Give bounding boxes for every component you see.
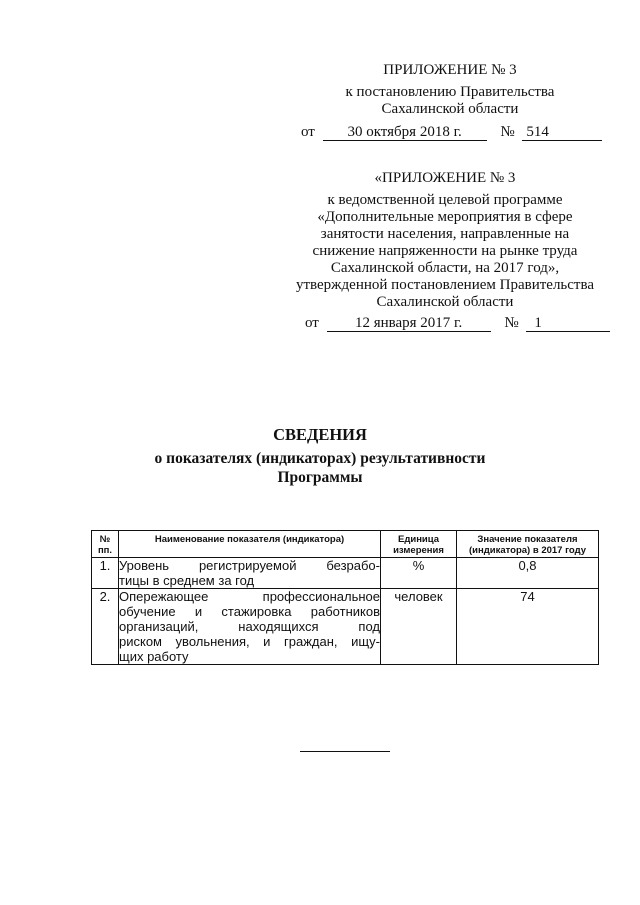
header-unit-line-1: Единица: [397, 534, 440, 545]
row-number: 1.: [92, 558, 119, 589]
indicator-unit: человек: [381, 589, 457, 665]
indicators-table: [91, 530, 599, 665]
indicator-name-line: Опережающее профессиональное: [119, 589, 380, 604]
indicator-name: [119, 558, 381, 589]
header-value-line-2: (индикатора) в 2017 году: [468, 545, 587, 556]
resolution-line-1: к постановлению Правительства: [345, 84, 555, 100]
table-header-row: [92, 531, 599, 558]
resolution-date-row: [301, 124, 602, 141]
title-line-2: о показателях (индикаторах) результативности: [154, 450, 486, 467]
program-line-1: к ведомственной целевой программе: [327, 192, 563, 208]
resolution-number: 514: [522, 125, 602, 141]
program-line-6: утвержденной постановлением Правительства: [295, 277, 595, 293]
title-line-1: СВЕДЕНИЯ: [273, 425, 367, 444]
date-prefix: от: [301, 124, 315, 140]
header-name-text: Наименование показателя (индикатора): [154, 534, 345, 545]
program-date: 12 января 2017 г.: [327, 316, 491, 332]
indicator-unit: %: [381, 558, 457, 589]
indicator-name: [119, 589, 381, 665]
header-unit: [381, 531, 457, 558]
number-prefix: №: [500, 124, 515, 140]
number-prefix: №: [504, 315, 519, 331]
resolution-line-2: Сахалинской области: [381, 101, 519, 117]
indicator-name-line: обучение и стажировка работников: [119, 604, 380, 619]
title-line-3: Программы: [277, 469, 363, 486]
table-row: [92, 558, 599, 589]
indicator-value: 0,8: [457, 558, 599, 589]
header-num-line-2: пп.: [97, 545, 113, 556]
header-num-line-1: №: [99, 534, 111, 545]
program-appendix-title: «ПРИЛОЖЕНИЕ № 3: [374, 170, 516, 186]
program-line-5: Сахалинской области, на 2017 год»,: [330, 260, 560, 276]
date-prefix: от: [305, 315, 319, 331]
header-value: [457, 531, 599, 558]
program-line-2: «Дополнительные мероприятия в сфере: [317, 209, 573, 225]
indicator-value: 74: [457, 589, 599, 665]
indicator-name-line: щих работу: [119, 649, 189, 664]
end-divider: [300, 751, 390, 752]
appendix-header: [300, 62, 600, 118]
table-row: [92, 589, 599, 665]
indicator-name-line: риском увольнения, и граждан, ищу-: [119, 634, 380, 649]
program-number: 1: [526, 316, 610, 332]
document-title: [120, 425, 520, 487]
resolution-date: 30 октября 2018 г.: [323, 125, 487, 141]
program-line-7: Сахалинской области: [376, 294, 514, 310]
header-name: [119, 531, 381, 558]
header-unit-line-2: измерения: [393, 545, 444, 556]
program-date-row: [305, 315, 610, 332]
indicator-name-line: организаций, находящихся под: [119, 619, 380, 634]
program-line-3: занятости населения, направленные на: [320, 226, 570, 242]
indicator-name-line: Уровень регистрируемой безрабо-: [119, 558, 380, 573]
program-appendix-header: [280, 170, 610, 311]
program-line-4: снижение напряженности на рынке труда: [312, 243, 578, 259]
indicator-name-line: тицы в среднем за год: [119, 573, 255, 588]
header-num: [92, 531, 119, 558]
row-number: 2.: [92, 589, 119, 665]
appendix-title: ПРИЛОЖЕНИЕ № 3: [383, 62, 517, 78]
header-value-line-1: Значение показателя: [477, 534, 578, 545]
